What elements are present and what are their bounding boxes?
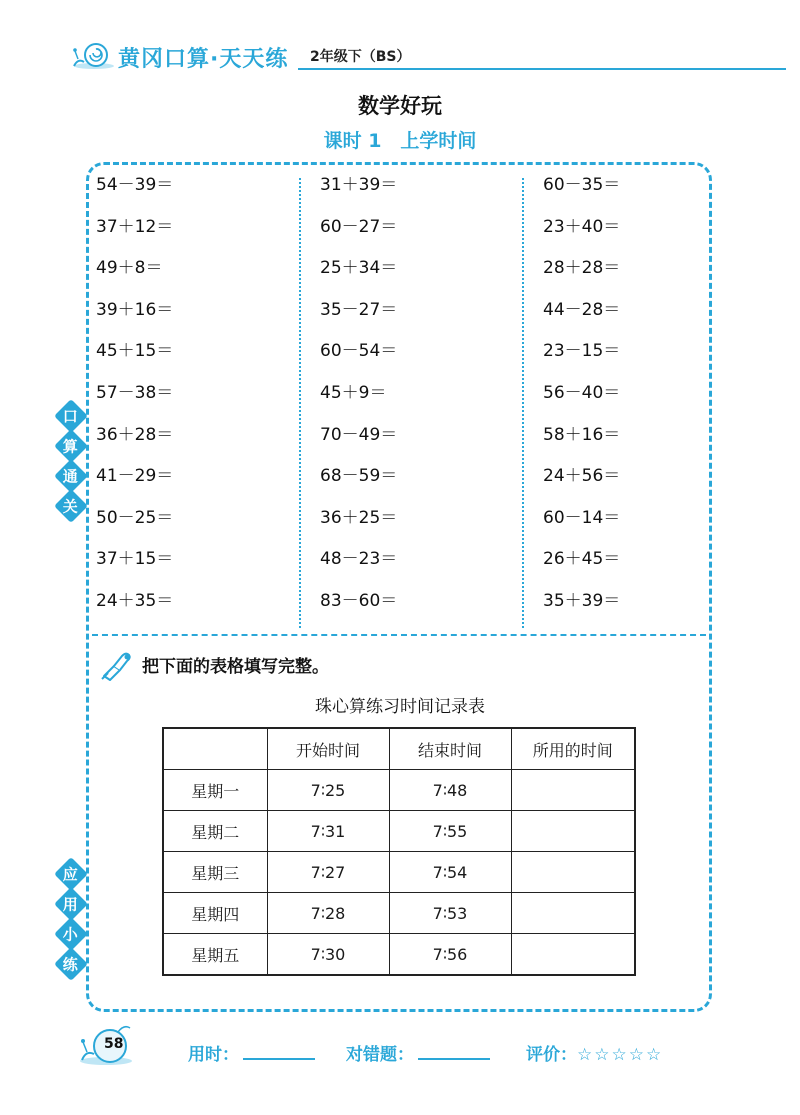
- snail-logo-icon: [70, 40, 116, 70]
- page-title: 数学好玩: [358, 94, 442, 118]
- problem-column-2: [320, 168, 520, 626]
- table-row: [163, 852, 635, 893]
- page-header: [60, 28, 790, 78]
- side-char: 关: [54, 489, 88, 523]
- problem-item: 37＋15＝: [96, 549, 174, 570]
- problem-item: 58＋16＝: [543, 424, 621, 445]
- side-label-practice: [59, 862, 87, 982]
- start-time-cell: 7∶28: [267, 893, 389, 934]
- day-cell: 星期四: [163, 893, 267, 934]
- table-row: [163, 934, 635, 976]
- end-time-cell: 7∶53: [389, 893, 511, 934]
- time-spent-blank[interactable]: [243, 1044, 315, 1060]
- arithmetic-grid: [96, 168, 696, 626]
- side-char: 口: [54, 399, 88, 433]
- end-time-cell: 7∶56: [389, 934, 511, 976]
- problem-item: 56－40＝: [543, 382, 621, 403]
- day-cell: 星期二: [163, 811, 267, 852]
- end-time-cell: 7∶48: [389, 770, 511, 811]
- problem-item: 68－59＝: [320, 466, 398, 487]
- problem-item: 35－27＝: [320, 299, 398, 320]
- rating-field: [526, 1040, 663, 1065]
- problem-item: 60－35＝: [543, 175, 621, 195]
- errors-label: 对错题：: [346, 1045, 414, 1065]
- rating-stars-icon[interactable]: ☆☆☆☆☆: [577, 1045, 664, 1065]
- lesson-subtitle: 课时 1 上学时间: [323, 130, 477, 152]
- start-time-cell: 7∶31: [267, 811, 389, 852]
- problem-item: 36＋28＝: [96, 424, 174, 445]
- duration-answer-cell[interactable]: [511, 852, 635, 893]
- day-cell: 星期三: [163, 852, 267, 893]
- grade-label: 2年级下（BS）: [310, 49, 411, 65]
- problem-item: 44－28＝: [543, 299, 621, 320]
- problem-item: 25＋34＝: [320, 258, 398, 279]
- duration-answer-cell[interactable]: [511, 770, 635, 811]
- table-row: [163, 811, 635, 852]
- problem-item: 83－60＝: [320, 590, 398, 611]
- problem-item: 36＋25＝: [320, 507, 398, 528]
- problem-item: 57－38＝: [96, 382, 174, 403]
- problem-item: 24＋35＝: [96, 590, 174, 611]
- brand-title: 黄冈口算·天天练: [118, 47, 289, 72]
- problem-item: 54－39＝: [96, 175, 174, 195]
- problem-item: 39＋16＝: [96, 299, 174, 320]
- problem-item: 60－27＝: [320, 216, 398, 237]
- end-time-cell: 7∶55: [389, 811, 511, 852]
- side-char: 用: [54, 887, 88, 921]
- practice-time-table: [162, 727, 636, 976]
- table-row: [163, 893, 635, 934]
- problem-item: 45＋15＝: [96, 341, 174, 362]
- problem-item: 60－54＝: [320, 341, 398, 362]
- time-spent-field: [188, 1040, 315, 1065]
- column-divider: [522, 178, 524, 628]
- problem-item: 50－25＝: [96, 507, 174, 528]
- header-cell-end: 结束时间: [389, 728, 511, 770]
- day-cell: 星期一: [163, 770, 267, 811]
- pointing-hand-icon: [100, 648, 136, 682]
- errors-field: [346, 1040, 490, 1065]
- side-char: 小: [54, 917, 88, 951]
- problem-item: 28＋28＝: [543, 258, 621, 279]
- start-time-cell: 7∶25: [267, 770, 389, 811]
- table-row: [163, 770, 635, 811]
- problem-item: 49＋8＝: [96, 258, 163, 279]
- problem-column-3: [543, 168, 743, 626]
- start-time-cell: 7∶30: [267, 934, 389, 976]
- day-cell: 星期五: [163, 934, 267, 976]
- end-time-cell: 7∶54: [389, 852, 511, 893]
- problem-item: 26＋45＝: [543, 549, 621, 570]
- side-char: 应: [54, 857, 88, 891]
- duration-answer-cell[interactable]: [511, 934, 635, 976]
- time-spent-label: 用时：: [188, 1045, 239, 1065]
- duration-answer-cell[interactable]: [511, 811, 635, 852]
- page-number: 58: [104, 1036, 124, 1052]
- table-header-row: [163, 728, 635, 770]
- problem-item: 37＋12＝: [96, 216, 174, 237]
- problem-item: 31＋39＝: [320, 175, 398, 195]
- instruction-text: 把下面的表格填写完整。: [142, 657, 329, 677]
- header-cell-start: 开始时间: [267, 728, 389, 770]
- rating-label: 评价：: [526, 1045, 577, 1065]
- side-char: 通: [54, 459, 88, 493]
- problem-item: 23－15＝: [543, 341, 621, 362]
- problem-item: 41－29＝: [96, 466, 174, 487]
- table-title: 珠心算练习时间记录表: [315, 697, 485, 717]
- side-char: 算: [54, 429, 88, 463]
- column-divider: [299, 178, 301, 628]
- side-char: 练: [54, 947, 88, 981]
- duration-answer-cell[interactable]: [511, 893, 635, 934]
- start-time-cell: 7∶27: [267, 852, 389, 893]
- problem-item: 60－14＝: [543, 507, 621, 528]
- header-cell-duration: 所用的时间: [511, 728, 635, 770]
- header-rule: [298, 68, 786, 70]
- section-divider: [92, 634, 706, 636]
- problem-item: 24＋56＝: [543, 466, 621, 487]
- header-cell-empty: [163, 728, 267, 770]
- problem-item: 70－49＝: [320, 424, 398, 445]
- problem-column-1: [96, 168, 296, 626]
- problem-item: 23＋40＝: [543, 216, 621, 237]
- errors-blank[interactable]: [418, 1044, 490, 1060]
- problem-item: 35＋39＝: [543, 590, 621, 611]
- problem-item: 45＋9＝: [320, 382, 387, 403]
- problem-item: 48－23＝: [320, 549, 398, 570]
- side-label-oral: [59, 404, 87, 524]
